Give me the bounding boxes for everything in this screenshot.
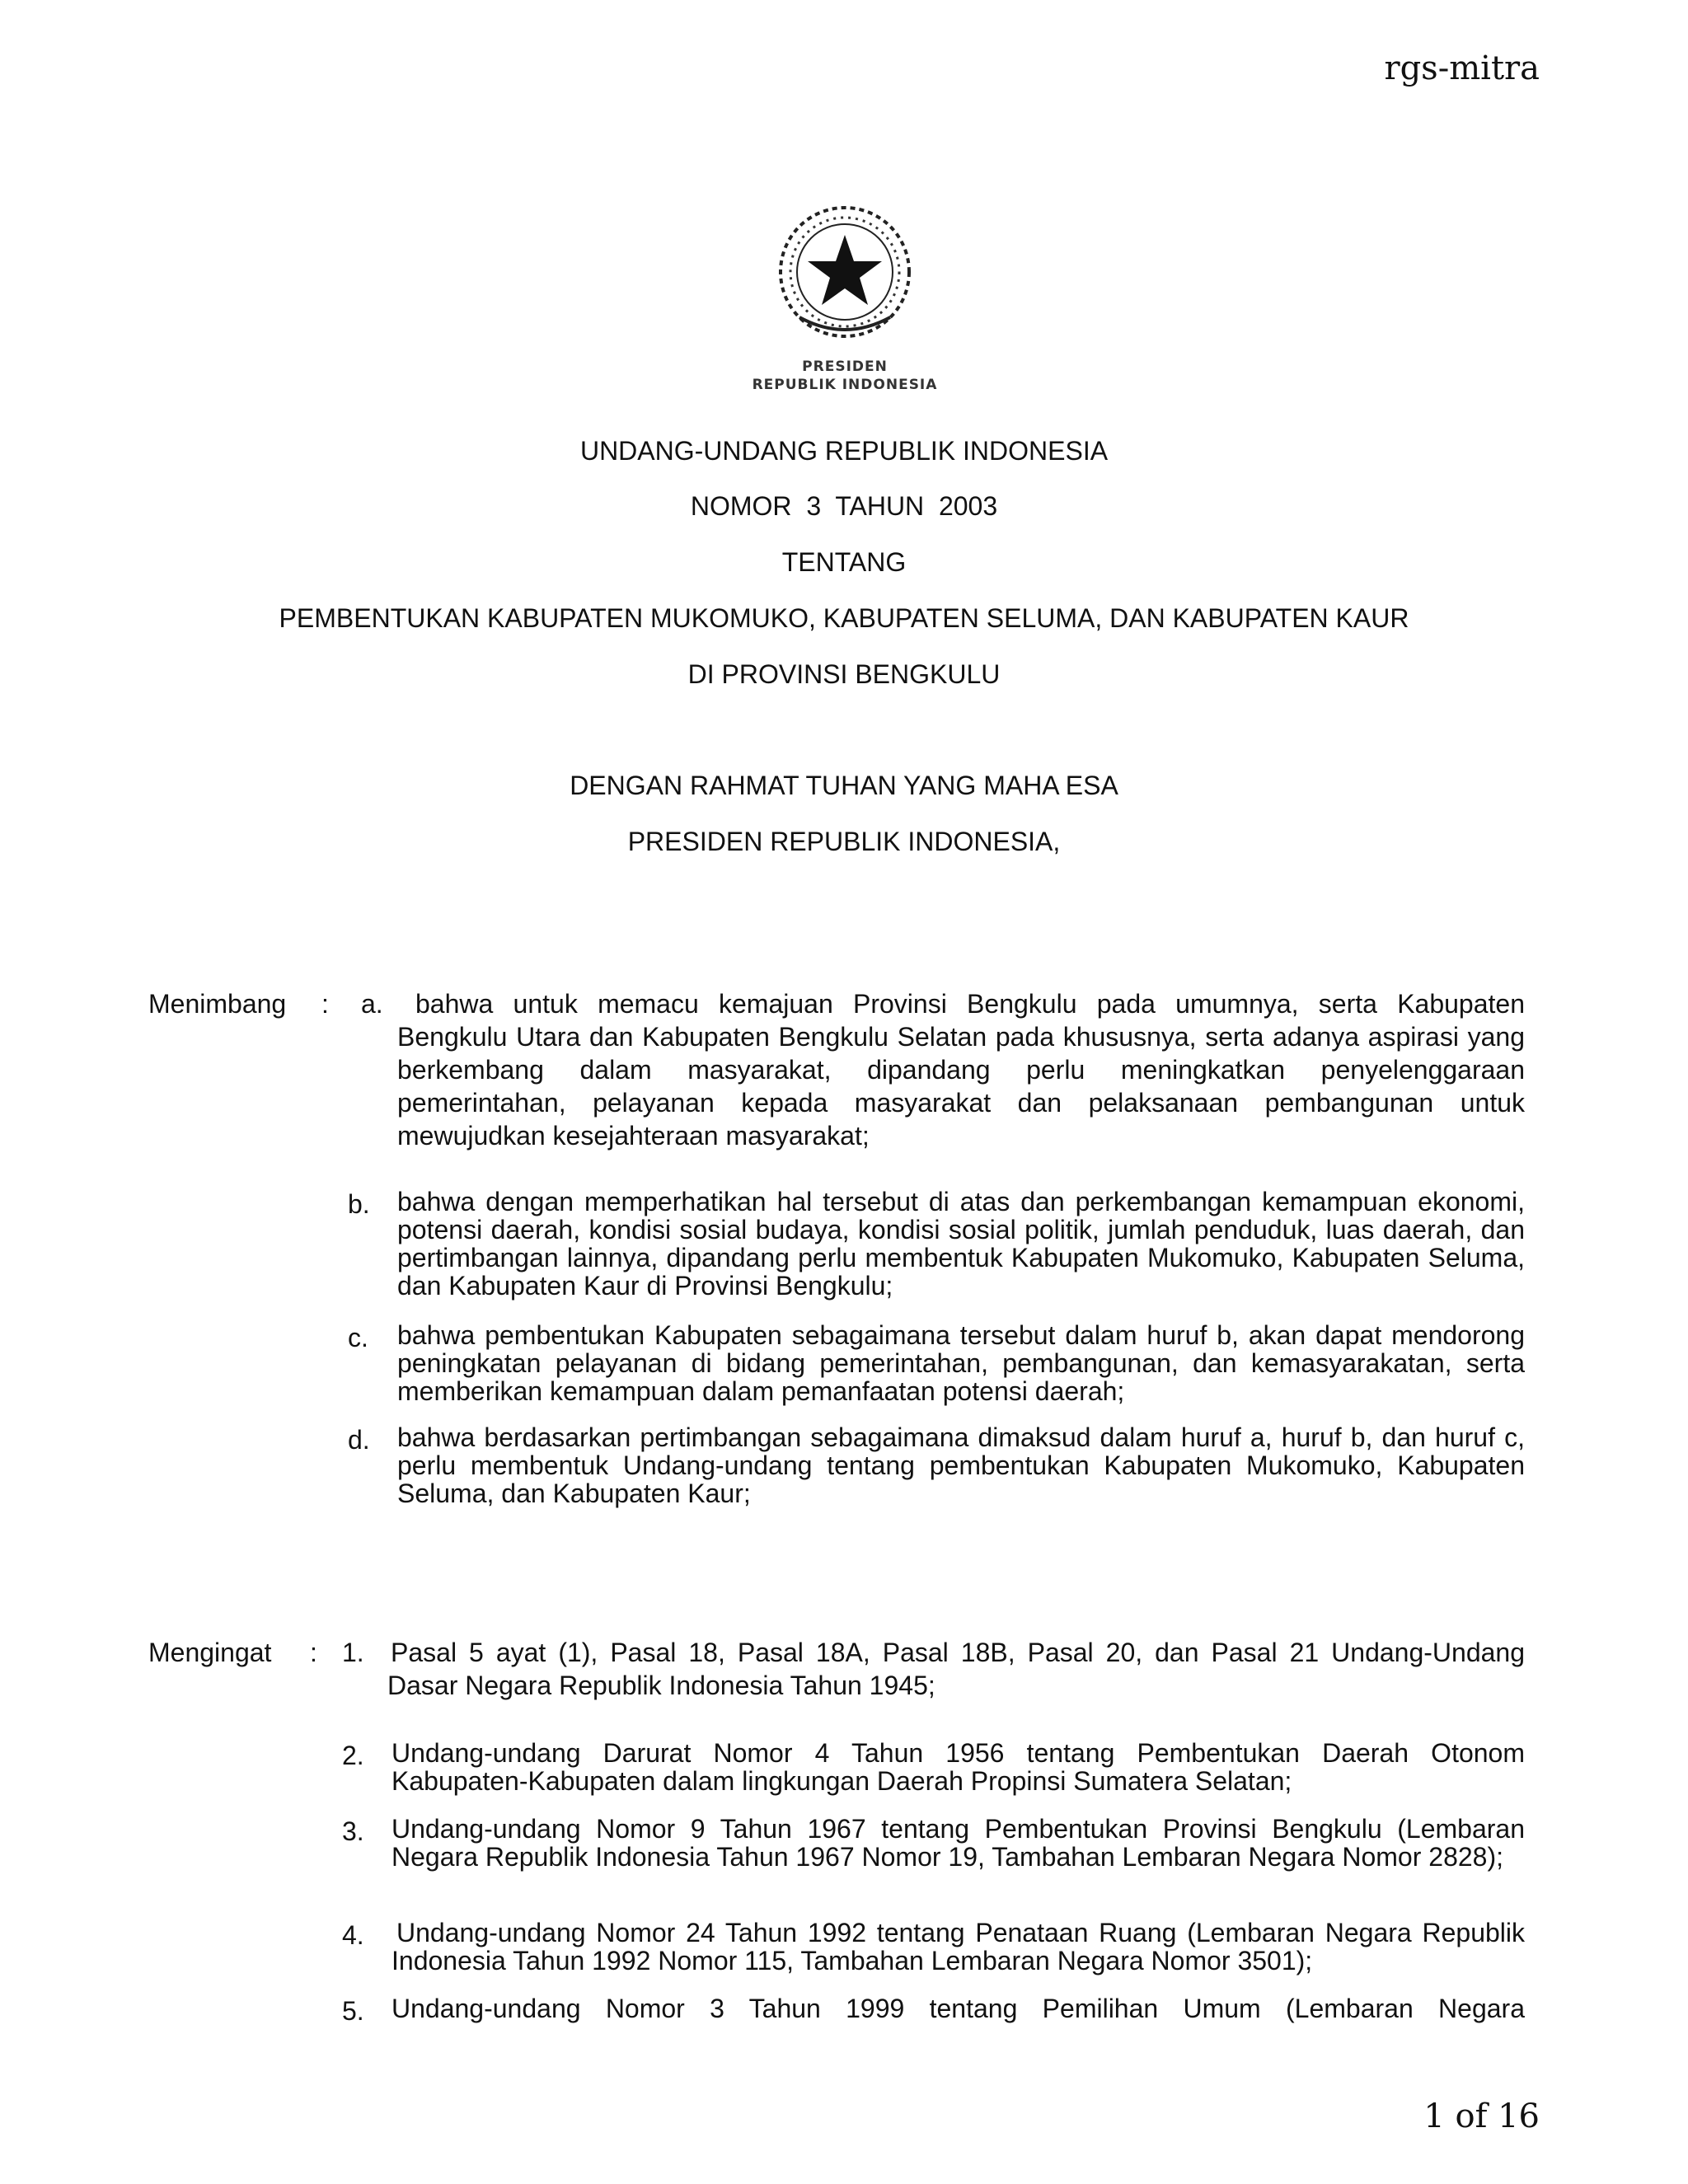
mengingat-label: Mengingat xyxy=(148,1638,272,1667)
star-wreath-icon xyxy=(775,202,915,342)
mengingat-item-4: Undang-undang Nomor 24 Tahun 1992 tentang Penataan Ruang (Lembaran Negara Republik Indonesia Tahun 1992 Nomor 115, Tambahan Lembaran Negara Nomor 3501); xyxy=(392,1918,1525,1975)
title-tentang: TENTANG xyxy=(781,547,907,577)
menimbang-marker-a: a. xyxy=(361,989,383,1019)
mengingat-marker-1: 1. xyxy=(342,1638,364,1667)
menimbang-item-d: bahwa berdasarkan pertimbangan sebagaimana dimaksud dalam huruf a, huruf b, dan huruf c, perlu membentuk Undang-undang tentang pembentukan Kabupaten Mukomuko, Kabupaten Seluma, dan Kabupaten Kaur; xyxy=(397,1422,1525,1508)
title-number: NOMOR 3 TAHUN 2003 xyxy=(690,491,998,521)
mengingat-marker-4: 4. xyxy=(342,1920,364,1950)
preamble-presiden: PRESIDEN REPUBLIK INDONESIA, xyxy=(627,827,1061,856)
mengingat-colon: : xyxy=(310,1638,317,1667)
menimbang-item-a: bahwa untuk memacu kemajuan Provinsi Bengkulu pada umumnya, serta Kabupaten Bengkulu Utara dan Kabupaten Bengkulu Selatan pada khususnya, serta adanya aspirasi yang berkembang dalam masyarakat, dipandang perlu meningkatkan penyelenggaraan pemerintahan, pelayanan kepada masyarakat dan pelaksanaan pembangunan untuk mewujudkan kesejahteraan masyarakat; xyxy=(397,989,1525,1151)
mengingat-item-2: Undang-undang Darurat Nomor 4 Tahun 1956 tentang Pembentukan Daerah Otonom Kabupaten-Kabupaten dalam lingkungan Daerah Propinsi Sumatera Selatan; xyxy=(392,1738,1525,1796)
menimbang-colon: : xyxy=(321,989,329,1019)
mengingat-item-5: Undang-undang Nomor 3 Tahun 1999 tentang Pemilihan Umum (Lembaran Negara xyxy=(392,1994,1525,2023)
garuda-emblem xyxy=(725,202,964,404)
menimbang-marker-c: c. xyxy=(348,1323,368,1352)
watermark-text: rgs-mitra xyxy=(1384,49,1540,87)
emblem-line-presiden: PRESIDEN xyxy=(802,359,888,375)
menimbang-item-b: bahwa dengan memperhatikan hal tersebut di atas dan perkembangan kemampuan ekonomi, potensi daerah, kondisi sosial budaya, kondisi sosial politik, jumlah penduduk, luas daerah, dan pertimbangan lainnya, dipandang perlu membentuk Kabupaten Mukomuko, Kabupaten Seluma, dan Kabupaten Kaur di Provinsi Bengkulu; xyxy=(397,1187,1525,1301)
mengingat-item-1: Pasal 5 ayat (1), Pasal 18, Pasal 18A, Pasal 18B, Pasal 20, dan Pasal 21 Undang-Undang Dasar Negara Republik Indonesia Tahun 1945; xyxy=(387,1638,1525,1700)
mengingat-marker-5: 5. xyxy=(342,1996,364,2026)
menimbang-item-c: bahwa pembentukan Kabupaten sebagaimana tersebut dalam huruf b, akan dapat mendorong peningkatan pelayanan di bidang pemerintahan, pembangunan, dan kemasyarakatan, serta memberikan kemampuan dalam pemanfaatan potensi daerah; xyxy=(397,1320,1525,1406)
mengingat-marker-2: 2. xyxy=(342,1741,364,1770)
menimbang-marker-d: d. xyxy=(348,1425,370,1455)
page-number: 1 of 16 xyxy=(1423,2097,1540,2135)
emblem-line-republik: REPUBLIK INDONESIA xyxy=(752,377,938,393)
title-law: UNDANG-UNDANG REPUBLIK INDONESIA xyxy=(579,436,1109,466)
menimbang-marker-b: b. xyxy=(348,1189,370,1219)
mengingat-item-3: Undang-undang Nomor 9 Tahun 1967 tentang Pembentukan Provinsi Bengkulu (Lembaran Negara Republik Indonesia Tahun 1967 Nomor 19, Tambahan Lembaran Negara Nomor 2828); xyxy=(392,1814,1525,1872)
mengingat-marker-3: 3. xyxy=(342,1816,364,1846)
title-subject: PEMBENTUKAN KABUPATEN MUKOMUKO, KABUPATEN SELUMA, DAN KABUPATEN KAUR xyxy=(279,603,1409,633)
preamble-rahmat: DENGAN RAHMAT TUHAN YANG MAHA ESA xyxy=(570,771,1118,800)
title-province: DI PROVINSI BENGKULU xyxy=(687,659,1001,689)
menimbang-label: Menimbang xyxy=(148,989,287,1019)
